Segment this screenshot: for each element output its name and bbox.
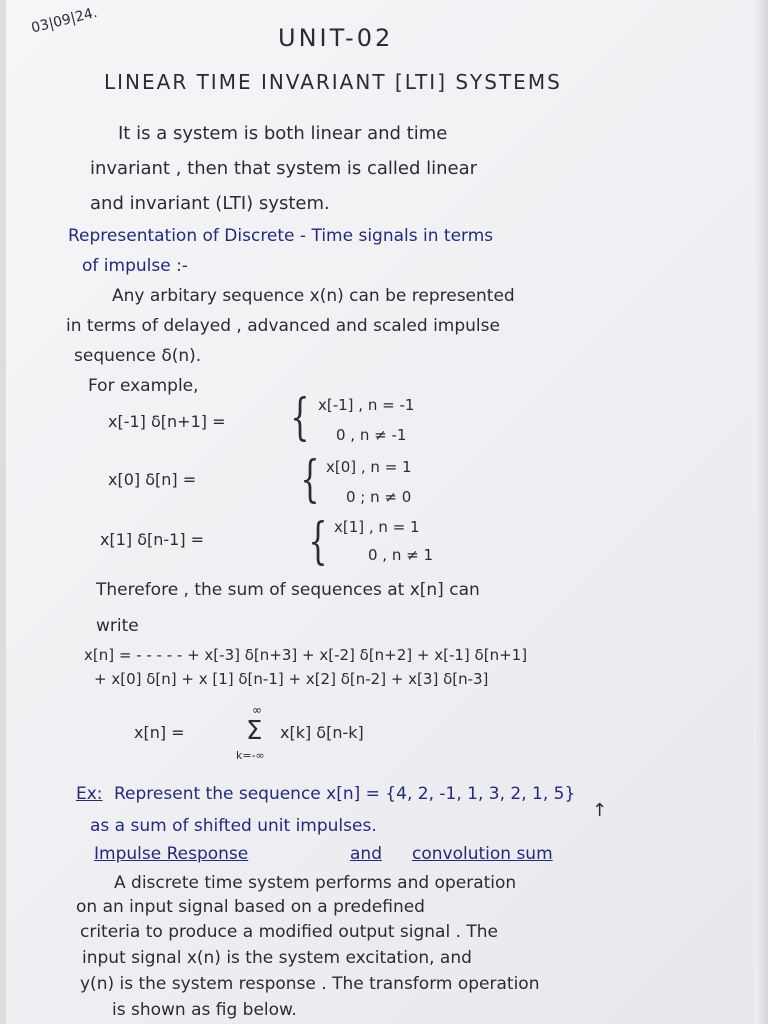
- intro-line-2: invariant , then that system is called linear: [90, 158, 478, 179]
- example-2-lhs: x[0] δ[n] =: [108, 470, 197, 489]
- intro-line-1: It is a system is both linear and time: [118, 123, 448, 144]
- example-3-brace: {: [308, 512, 328, 570]
- therefore-line-2: write: [96, 616, 139, 636]
- sum-expansion-2: + x[0] δ[n] + x [1] δ[n-1] + x[2] δ[n-2] + x[3] δ[n-3]: [94, 670, 489, 688]
- example-2-case-1: x[0] , n = 1: [326, 458, 412, 476]
- exercise-line-2: as a sum of shifted unit impulses.: [90, 816, 377, 836]
- representation-heading-1: Representation of Discrete - Time signals in terms: [68, 226, 494, 246]
- example-1-case-2: 0 , n ≠ -1: [336, 426, 407, 444]
- impulse-heading-and: and: [350, 844, 382, 864]
- impulse-body-3: criteria to produce a modified output signal . The: [80, 922, 499, 942]
- sum-expansion-1: x[n] = - - - - - + x[-3] δ[n+3] + x[-2] δ[n+2] + x[-1] δ[n+1]: [84, 646, 528, 664]
- page-title: LINEAR TIME INVARIANT [LTI] SYSTEMS: [104, 70, 562, 94]
- representation-body-1: Any arbitary sequence x(n) can be represented: [112, 286, 515, 306]
- page-left-edge: [0, 0, 6, 1024]
- date: 03|09|24.: [29, 4, 99, 37]
- example-2-brace: {: [300, 450, 320, 508]
- representation-body-2: in terms of delayed , advanced and scaled impulse: [66, 316, 500, 336]
- example-label: For example,: [88, 376, 199, 396]
- unit-heading: UNIT-02: [278, 24, 394, 52]
- summation-lhs: x[n] =: [134, 723, 185, 742]
- example-2-case-2: 0 ; n ≠ 0: [346, 488, 412, 506]
- summation-rhs: x[k] δ[n-k]: [280, 723, 364, 742]
- example-3-case-1: x[1] , n = 1: [334, 518, 420, 536]
- intro-line-3: and invariant (LTI) system.: [90, 193, 330, 214]
- exercise-label: Ex:: [76, 784, 103, 804]
- example-1-brace: {: [290, 388, 310, 446]
- impulse-body-4: input signal x(n) is the system excitation, and: [82, 948, 472, 968]
- example-1-case-1: x[-1] , n = -1: [318, 396, 415, 414]
- therefore-line-1: Therefore , the sum of sequences at x[n] can: [96, 580, 480, 600]
- representation-heading-2: of impulse :-: [82, 256, 188, 276]
- page-right-edge: [754, 0, 768, 1024]
- summation-upper-limit: ∞: [252, 703, 262, 717]
- example-3-case-2: 0 , n ≠ 1: [368, 546, 434, 564]
- exercise-arrow: ↑: [592, 800, 608, 821]
- impulse-body-2: on an input signal based on a predefined: [76, 897, 425, 917]
- impulse-body-1: A discrete time system performs and operation: [114, 873, 517, 893]
- summation-sigma: Σ: [246, 716, 263, 746]
- impulse-body-6: is shown as fig below.: [112, 1000, 297, 1020]
- exercise-line-1: Represent the sequence x[n] = {4, 2, -1, 1, 3, 2, 1, 5}: [114, 784, 576, 804]
- impulse-body-5: y(n) is the system response . The transform operation: [80, 974, 540, 994]
- example-3-lhs: x[1] δ[n-1] =: [100, 530, 205, 549]
- summation-lower-limit: k=-∞: [236, 749, 265, 762]
- impulse-heading-part-2: convolution sum: [412, 844, 553, 864]
- impulse-heading-part-1: Impulse Response: [94, 844, 249, 864]
- example-1-lhs: x[-1] δ[n+1] =: [108, 412, 226, 431]
- representation-body-3: sequence δ(n).: [74, 346, 202, 366]
